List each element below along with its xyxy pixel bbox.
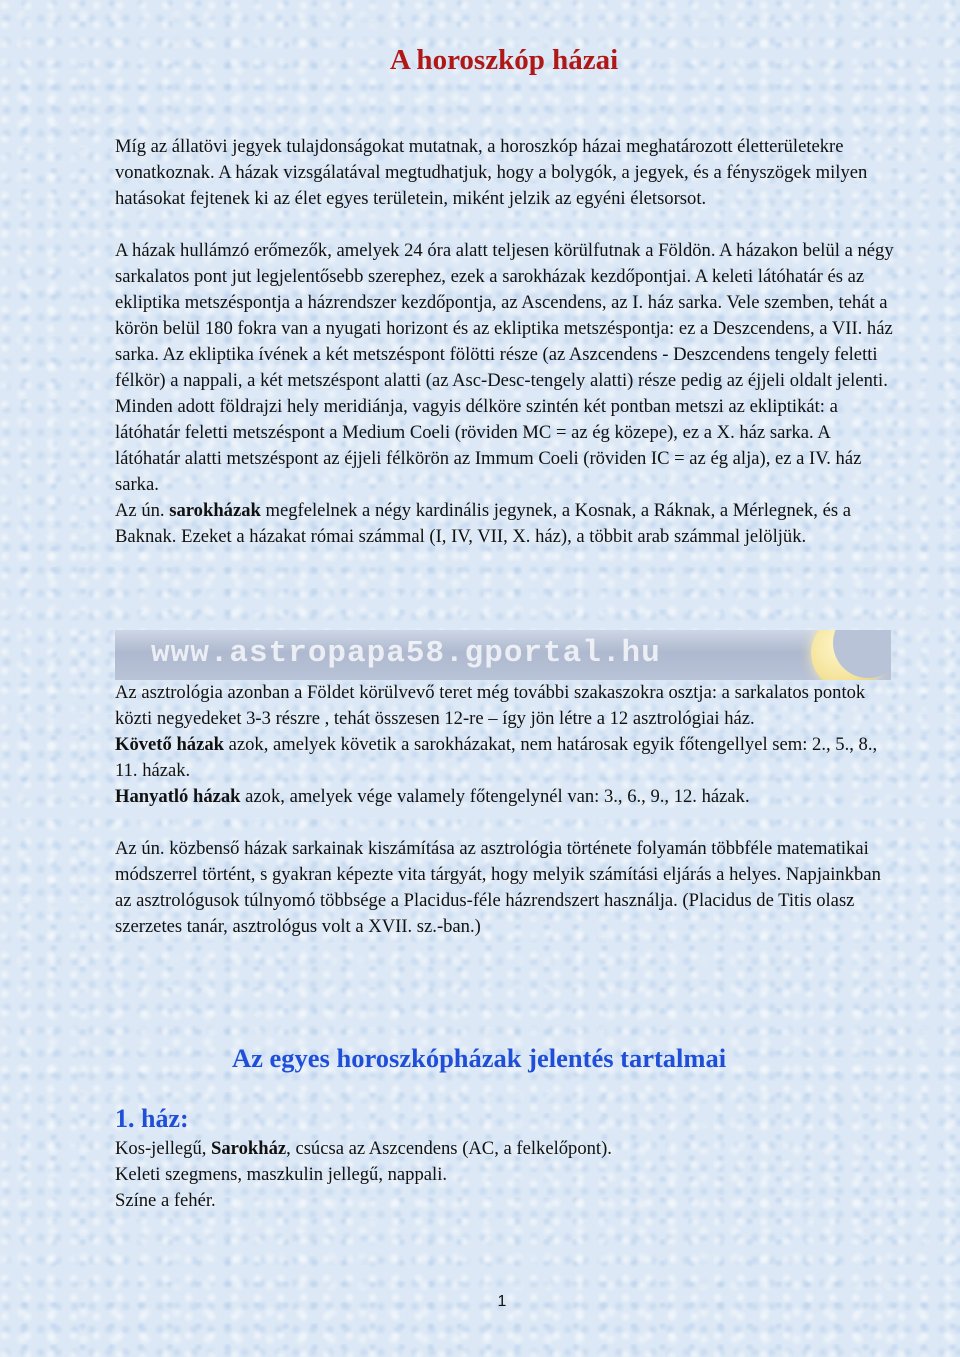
house-1-heading: 1. ház: bbox=[115, 1104, 189, 1133]
text-run: , csúcsa az Aszcendens (AC, a felkelőpont). bbox=[286, 1138, 612, 1159]
term-koveto-hazak: Követő házak bbox=[115, 734, 224, 755]
text-run: Kos-jellegű, bbox=[115, 1138, 212, 1159]
page-number: 1 bbox=[497, 1293, 507, 1310]
page-title: A horoszkóp házai bbox=[389, 44, 619, 76]
division-paragraph-1: Az asztrológia azonban a Földet körülvevő teret még további szakaszokra osztja: a sarkalatos pontok közti negyedeket 3-3 részre , tehát összesen 12-re – így jön létre a 12 asztrológiai ház. bbox=[115, 682, 866, 729]
text-run: megfelelnek a négy kardinális jegynek, a Kosnak, a Ráknak, a Mérlegnek, és a Baknak. Ezeket a házakat római számmal (I, IV, VII, X. ház), a többit arab számmal jelöljük. bbox=[115, 500, 851, 547]
banner-url: www.astropapa58.gportal.hu bbox=[151, 636, 661, 671]
term-sarokhaz: Sarokház bbox=[211, 1138, 287, 1159]
division-paragraph-4: Az ún. közbenső házak sarkainak kiszámítása az asztrológia története folyamán többféle matematikai módszerrel történt, s gyakran képezte vita tárgyát, hogy melyik számítási eljárás a helyes. Napjainkban az asztrológusok túlnyomó többsége a Placidus-féle házrendszert használja. (Placidus de Titis olasz szerzetes tanár, asztrológus volt a XVII. sz.-ban.) bbox=[115, 838, 881, 937]
division-content bbox=[115, 680, 895, 940]
intro-content bbox=[115, 134, 895, 550]
division-paragraph-2 bbox=[115, 732, 895, 784]
house-1-description bbox=[115, 1136, 895, 1214]
division-paragraph-3 bbox=[115, 784, 895, 810]
intro-paragraph-3: Minden adott földrajzi hely meridiánja, vagyis délköre szintén két pontban metszi az ekliptikát: a látóhatár feletti metszéspont a Medium Coeli (röviden MC = az ég közepe), ez a X. ház sarka. A látóhatár alatti metszéspont az éjjeli félkörön az Immum Coeli (röviden IC = az ég alja), ez a IV. ház sarka. bbox=[115, 396, 862, 495]
house-1-line-1 bbox=[115, 1136, 895, 1162]
website-banner bbox=[115, 630, 891, 680]
text-run: azok, amelyek vége valamely főtengelynél van: 3., 6., 9., 12. házak. bbox=[240, 786, 750, 807]
intro-paragraph-2: A házak hullámzó erőmezők, amelyek 24 óra alatt teljesen körülfutnak a Földön. A házakon belül a négy sarkalatos pont jut legjelentősebb szerephez, ezek a sarokházak kezdőpontjai. A keleti látóhatár és az ekliptika metszéspontja a házrendszer kezdőpontja, az Ascendens, az I. ház sarka. Vele szemben, tehát a körön belül 180 fokra van a nyugati horizont és az ekliptika metszéspontja: ez a Deszcendens, a VII. ház sarka. Az ekliptika ívének a két metszéspont fölötti része (az Aszcendens - Deszcendens tengely feletti félkör) a nappali, a két metszéspont alatti (az Asc-Desc-tengely alatti) része pedig az éjjeli oldalt jelenti. bbox=[115, 240, 894, 391]
section-title: Az egyes horoszkópházak jelentés tartalmai bbox=[232, 1043, 727, 1073]
term-sarokhazak: sarokházak bbox=[169, 500, 261, 521]
house-1-line-3: Színe a fehér. bbox=[115, 1190, 216, 1211]
term-hanyatlo-hazak: Hanyatló házak bbox=[115, 786, 241, 807]
text-run: azok, amelyek követik a sarokházakat, nem határosak egyik főtengellyel sem: 2., 5., 8., 11. házak. bbox=[115, 734, 878, 781]
intro-paragraph-1: Míg az állatövi jegyek tulajdonságokat mutatnak, a horoszkóp házai meghatározott életterületekre vonatkoznak. A házak vizsgálatával megtudhatjuk, hogy a bolygók, a jegyek, és a fényszögek milyen hatásokat fejtenek ki az élet egyes területein, miként jelzik az egyéni életsorsot. bbox=[115, 136, 868, 209]
text-run: Az ún. bbox=[115, 500, 170, 521]
intro-paragraph-4 bbox=[115, 498, 895, 550]
house-1-line-2: Keleti szegmens, maszkulin jellegű, nappali. bbox=[115, 1164, 448, 1185]
